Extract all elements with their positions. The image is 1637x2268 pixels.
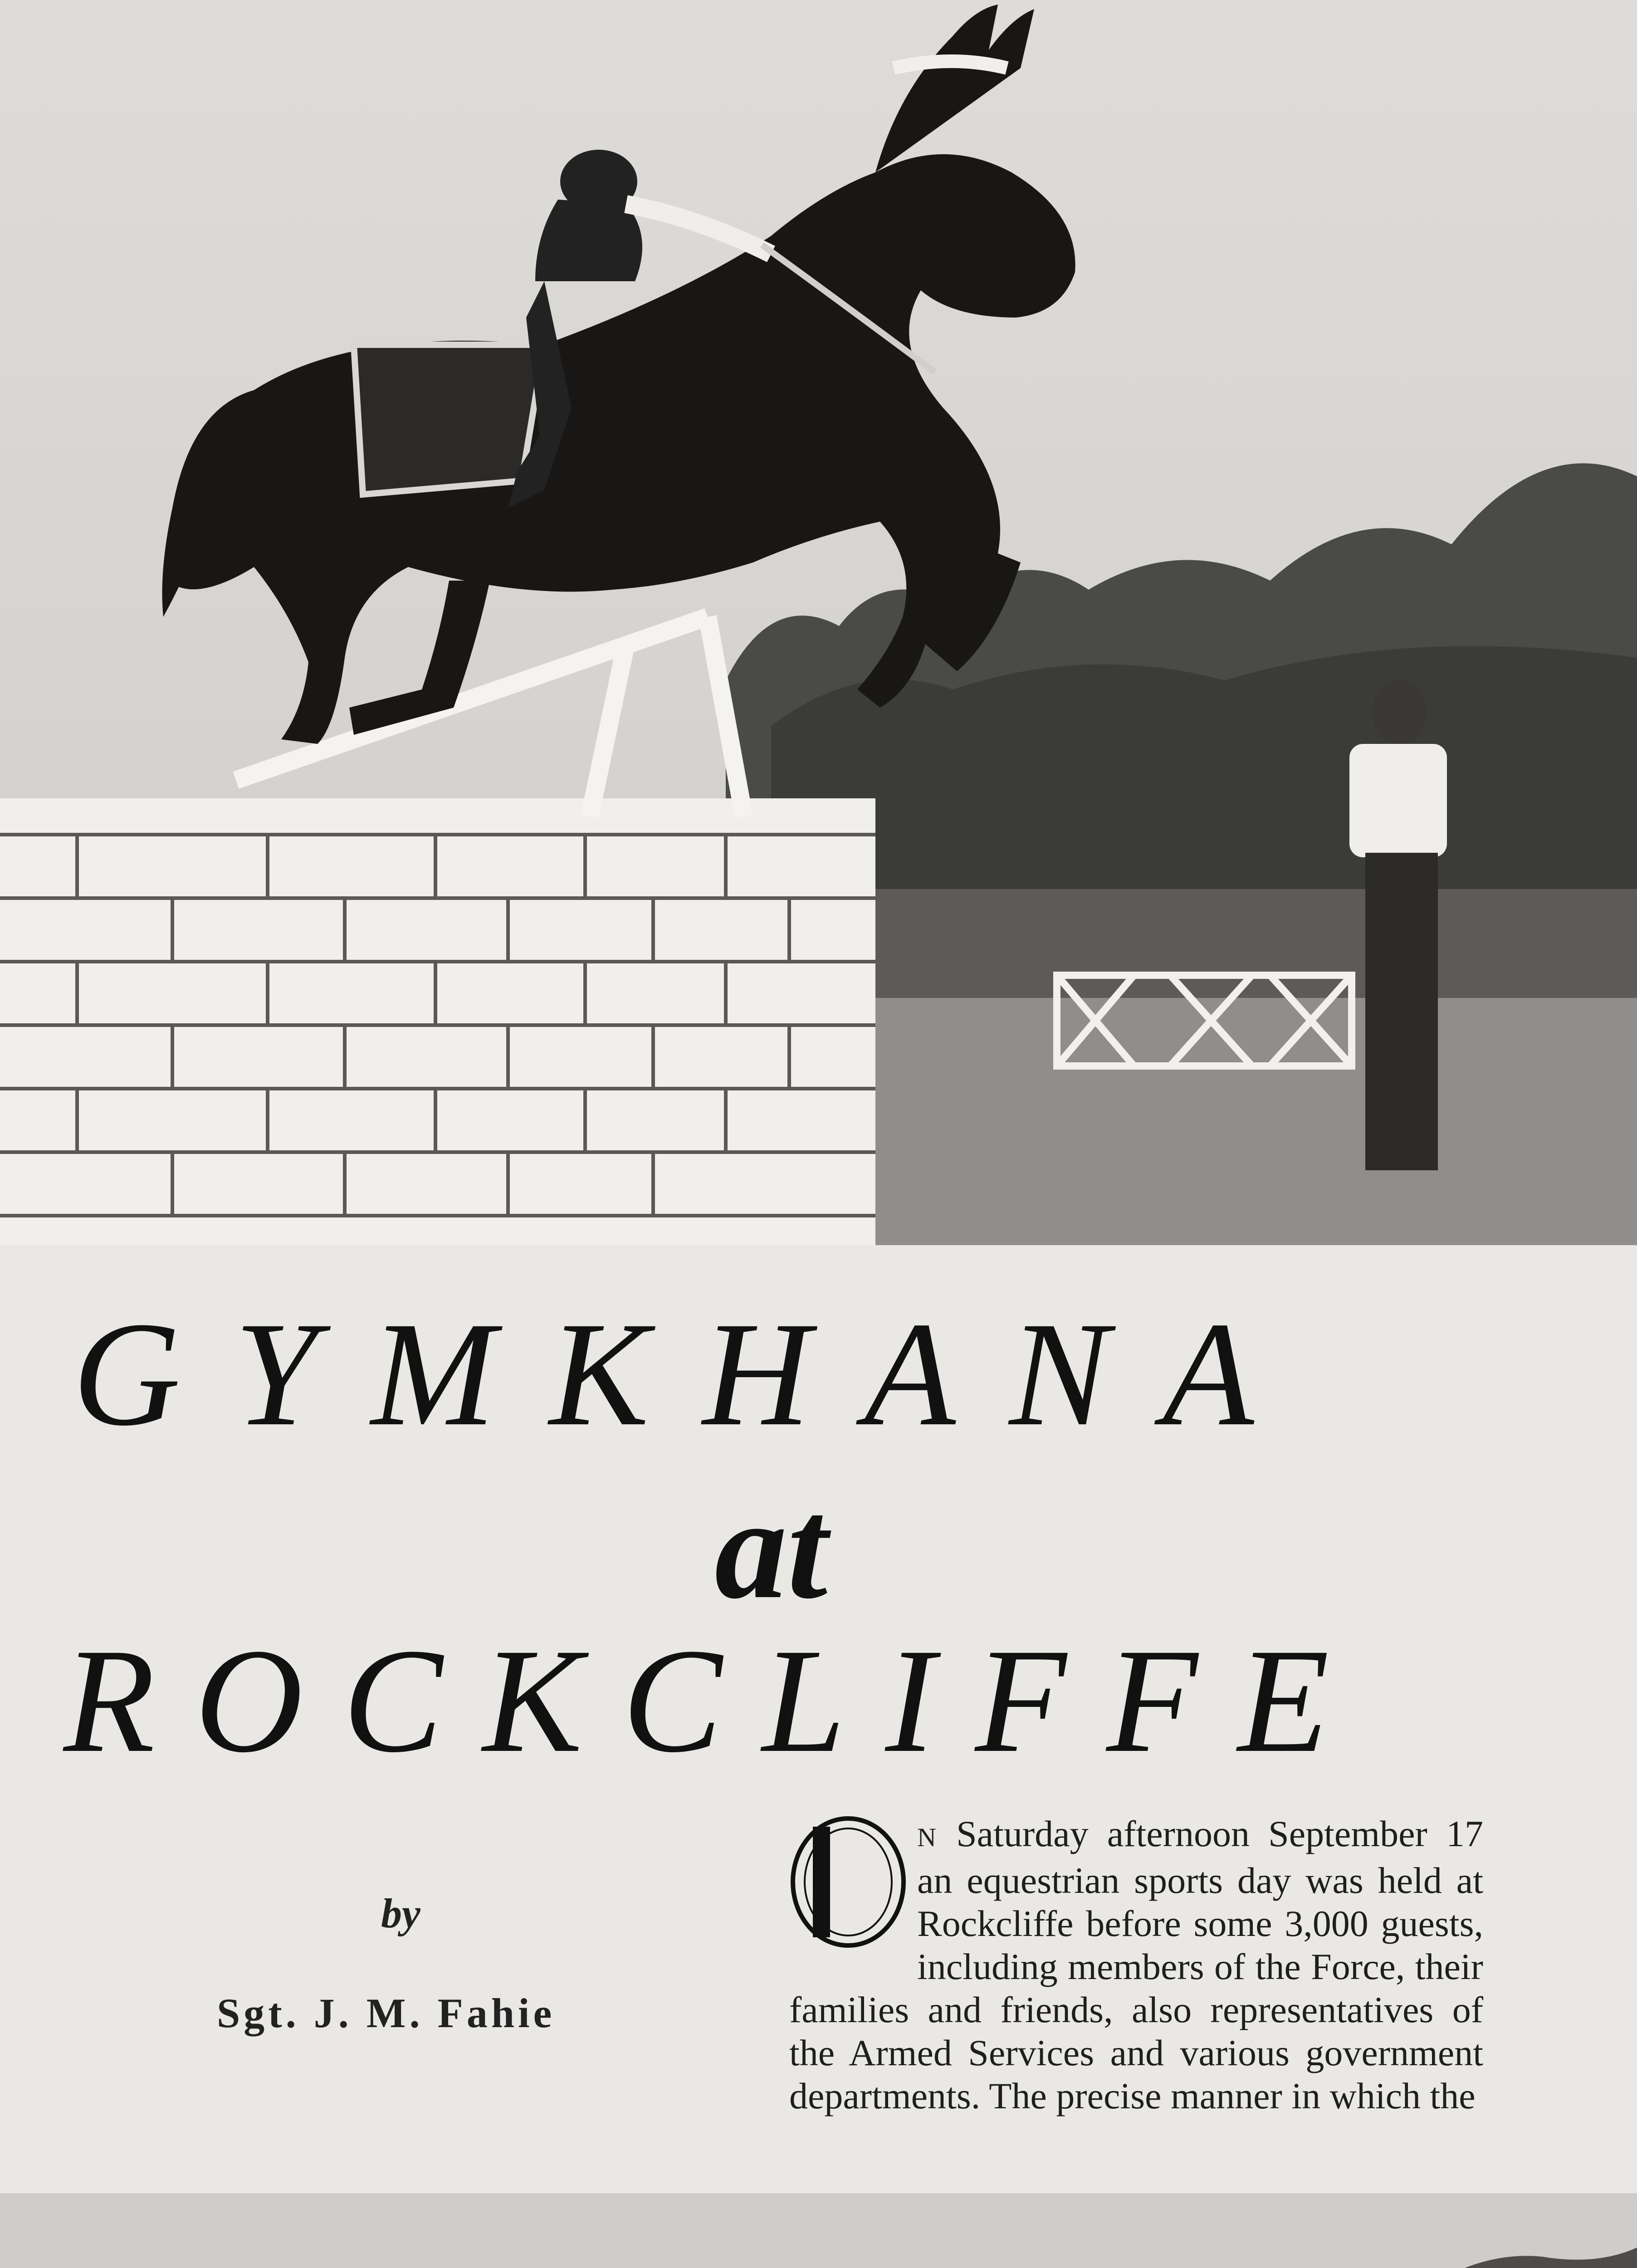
- marching-band-photo: [0, 2193, 1637, 2268]
- dropcap: [789, 1814, 907, 1950]
- title-at: at: [714, 1468, 828, 1629]
- byline-author: Sgt. J. M. Fahie: [217, 1990, 556, 2036]
- byline-by: by: [381, 1890, 420, 1936]
- dropcap-letter: [789, 1814, 907, 1950]
- marching-band-illustration: [0, 2193, 1637, 2268]
- intro-body: Saturday afternoon September 17 an equestrian sports day was held at Rockcliffe before some 3,000 guests, including members of the Force, their families and friends, also representatives of the Armed Services and various government departments. The precise manner in which the: [789, 1813, 1483, 2116]
- intro-paragraph: [789, 1812, 1483, 2117]
- title-gymkhana: GYMKHANA: [73, 1291, 1308, 1457]
- title-rockcliffe: ROCKCLIFFE: [64, 1618, 1369, 1784]
- intro-opening-smallcap: N: [917, 1823, 938, 1852]
